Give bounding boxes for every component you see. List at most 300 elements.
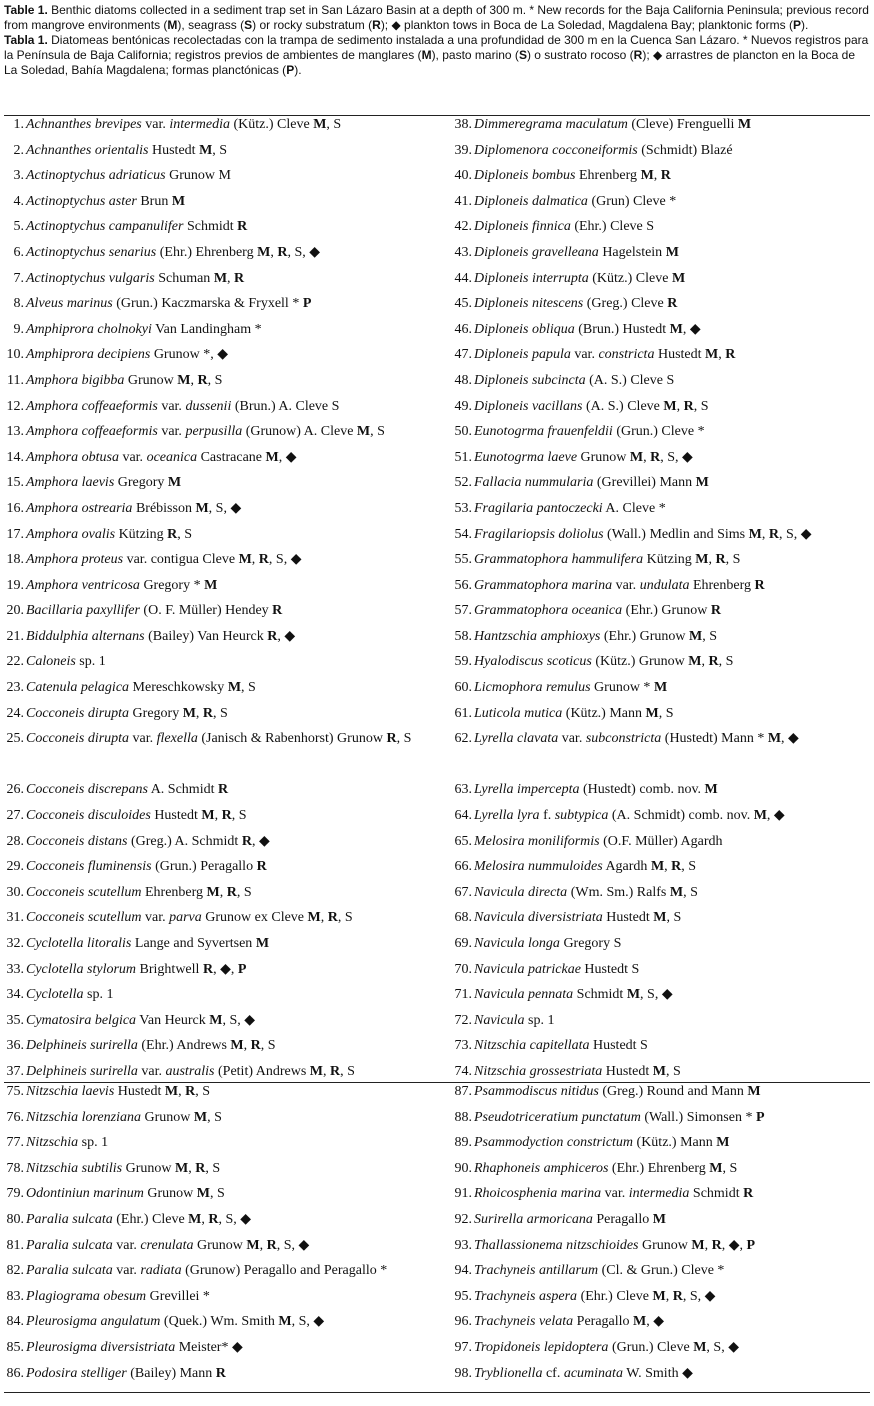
text-run: R [195,1160,206,1176]
text-run: Brightwell [136,961,203,977]
taxon-entry [26,296,311,311]
text-run: Rhoicosphenia marina [474,1186,602,1202]
text-run: Bacillaria paxyllifer [26,603,140,619]
table-row [452,679,870,705]
text-run: M [204,577,218,593]
text-run: ); ◆ arrastres de plancton en la Boca de La Soledad, Bahía Magdalena; formas planctónicas ( [4,48,856,77]
row-number: 44. [454,270,472,286]
text-run: Thallassionema nitzschioides [474,1237,639,1253]
text-run: Grunow [193,1237,247,1253]
text-run: R [167,526,178,542]
text-run: constricta [598,347,655,363]
text-run: , S [177,526,193,542]
text-run: var. [601,1186,629,1202]
text-run: , S [195,1084,210,1099]
text-run: Grunow ex Cleve [201,910,308,926]
text-run: Mereschkowsky [129,680,228,696]
text-run: dussenii [185,398,232,414]
text-run: , [219,884,227,900]
text-run: Ehrenberg [689,577,755,593]
row-number: 17. [6,526,24,542]
table-row [4,218,434,244]
text-run: Diploneis subcincta [474,372,586,388]
text-run: Amphiprora cholnokyi [26,321,152,337]
text-run: R [327,910,338,926]
table-column-right [452,1083,870,1390]
text-run: , S [326,117,342,132]
text-run: R [715,552,726,568]
taxon-entry [26,424,385,439]
text-run: Psammodiscus nitidus [474,1084,599,1099]
text-run: ). [294,63,302,77]
taxon-entry [26,629,295,644]
taxon-entry [26,1340,243,1355]
row-number: 71. [454,987,472,1003]
text-run: , S [236,884,252,900]
table-row [452,295,870,321]
row-number: 45. [454,296,472,312]
text-run: , ◆ [251,833,270,849]
text-run: Schmidt [689,1186,744,1202]
text-run: R [708,654,719,670]
table-row [452,193,870,219]
text-run: , S, ◆ [291,1314,325,1330]
text-run: Eunotogrma laeve [474,449,578,465]
taxon-entry [26,987,114,1002]
text-run: , [259,1237,267,1253]
text-run: Actinoptychus vulgaris [26,270,155,286]
taxon-entry [26,1084,210,1099]
taxon-entry [474,706,674,721]
text-run: Nitzschia subtilis [26,1160,123,1176]
text-run: , S [209,1186,225,1202]
text-run: Schuman [154,270,214,286]
text-run: R [329,1063,341,1079]
text-run: , S [207,1109,222,1125]
text-run: (Ehr.) Cleve S [570,219,655,235]
text-run: M [669,884,684,900]
taxon-entry [26,603,282,618]
text-run: (Bailey) Mann [126,1365,216,1381]
text-run: Diploneis papula [474,347,571,363]
taxon-entry [26,1038,276,1053]
text-run: Psammodyction constrictum [474,1135,634,1151]
table-row [4,1134,434,1160]
table-row [452,961,870,987]
table-row [452,986,870,1012]
taxon-entry [26,1013,255,1028]
text-run: R [197,372,208,388]
text-run: var. [157,398,186,414]
row-number: 74. [454,1063,472,1079]
text-run: Cymatosira belgica [26,1012,137,1028]
text-run: M [199,142,213,158]
text-run: Nitzschia [26,1135,79,1151]
text-run: Pseudotriceratium punctatum [474,1109,641,1125]
row-number: 38. [454,117,472,132]
text-run: Trachyneis aspera [474,1288,578,1304]
text-run: Grammatophora hammulifera [474,552,644,568]
text-run: , S [718,654,734,670]
text-run: Fragilaria pantoczecki [474,500,603,516]
text-run: , [195,705,203,721]
text-run: Grunow [638,1237,692,1253]
table-row [4,142,434,168]
table-row [4,1262,434,1288]
row-number: 27. [6,808,24,824]
text-run: , S, ◆ [222,1012,256,1028]
table-row [4,884,434,910]
text-run: M [201,808,215,824]
taxon-entry [474,962,639,977]
text-run: M [704,782,718,798]
text-run: sp. 1 [78,1135,109,1151]
row-number: 4. [13,193,24,209]
row-number: 24. [6,705,24,721]
row-number: 76. [6,1109,24,1125]
text-run: Nitzschia laevis [26,1084,115,1099]
text-run: Diploneis vacillans [474,398,583,414]
table-bottom-rule [4,1392,870,1393]
row-number: 30. [6,884,24,900]
taxon-entry [474,450,693,465]
taxon-entry [474,296,677,311]
text-run: Gregory S [559,936,622,951]
text-run: M [691,1237,705,1253]
text-run: R [185,1084,196,1099]
table-row [4,1160,434,1186]
table-row [4,807,434,833]
text-run: M [265,449,279,465]
row-number: 93. [454,1237,472,1253]
row-number: 33. [6,961,24,977]
taxon-entry [26,1289,210,1304]
row-number: 15. [6,475,24,491]
text-run: M [695,475,709,491]
taxon-entry [474,782,718,797]
taxon-entry [26,219,247,234]
table-row [452,1237,870,1263]
text-run: Brun [136,193,172,209]
row-number: 34. [6,987,24,1003]
taxon-entry [474,1013,555,1028]
taxon-entry [474,1314,664,1329]
text-run: , [188,1160,196,1176]
text-run: M [177,372,191,388]
table-row [4,1313,434,1339]
text-run: Paralia sulcata [26,1263,113,1279]
row-number: 92. [454,1211,472,1227]
text-run: R [386,731,397,747]
taxon-entry [474,117,751,132]
text-run: Nitzschia grossestriata [474,1063,603,1079]
text-run: Trachyneis velata [474,1314,574,1330]
text-run: (Ehr.) Andrews [137,1038,231,1054]
text-run: , S [666,910,682,926]
text-run: R [237,219,248,235]
table-row [452,1288,870,1314]
taxon-entry [474,1263,724,1278]
text-run: R [650,449,661,465]
text-run: Actinoptychus campanulifer [26,219,184,235]
table-row [452,372,870,398]
text-run: M [669,321,683,337]
text-run: Actinoptychus aster [26,193,137,209]
text-run: M [182,705,196,721]
taxon-entry [26,168,231,183]
text-run: , S [658,705,674,721]
taxon-entry [474,194,676,209]
text-run: , S [205,1160,221,1176]
text-run: Grunow [122,1160,175,1176]
text-run: W. Smith ◆ [622,1365,693,1381]
text-run: Fallacia nummularia [474,475,594,491]
text-run: Navicula directa [474,884,568,900]
row-number: 28. [6,833,24,849]
row-number: 18. [6,552,24,568]
table-row [452,321,870,347]
text-run: acuminata [563,1365,623,1381]
text-run: , S [241,680,256,696]
text-run: , S [722,1160,738,1176]
text-run: var. [118,449,147,465]
row-number: 36. [6,1038,24,1054]
text-run: Amphiprora decipiens [26,347,151,363]
row-number: 49. [454,398,472,414]
text-run: , S, ◆ [268,552,302,568]
text-run: Paralia sulcata [26,1211,113,1227]
text-run: Grunow [141,1109,194,1125]
taxon-entry [26,373,222,388]
row-number: 23. [6,680,24,696]
table-row [452,551,870,577]
row-number: 77. [6,1135,24,1151]
taxon-entry [26,1366,226,1381]
taxon-entry [474,885,698,900]
text-run: S [244,18,253,32]
text-run: M [167,475,182,491]
text-run: Cocconeis scutellum [26,910,142,926]
text-run: , [665,1288,673,1304]
text-run: (Grun.) Peragallo [151,859,257,875]
table-row [4,551,434,577]
text-run: M [653,680,668,696]
text-run: (Kütz.) Grunow [591,654,689,670]
text-run: (A. Schmidt) comb. nov. [608,808,754,824]
text-run: Amphora ventricosa [26,577,140,593]
row-number: 47. [454,347,472,363]
text-run: var. [112,1237,141,1253]
text-run: Agardh [602,859,651,875]
text-run: Biddulphia alternans [26,628,145,644]
taxon-entry [474,987,673,1002]
text-run: M [307,910,321,926]
row-number: 88. [454,1109,472,1125]
text-run: Meister* ◆ [175,1339,243,1355]
text-run: , S [666,1063,681,1079]
text-run: (Kütz.) Mann [633,1135,717,1151]
text-run: Diploneis dalmatica [474,193,588,209]
row-number: 75. [6,1084,24,1099]
row-number: 7. [13,270,24,286]
text-run: ), pasto marino ( [431,48,519,62]
text-run: P [755,1109,765,1125]
row-number: 57. [454,603,472,619]
text-run: , [251,552,259,568]
text-run: , [653,168,661,184]
text-run: M [188,1211,202,1227]
text-run: , [201,1211,209,1227]
text-run: Hagelstein [598,244,666,260]
taxon-entry [26,936,269,951]
text-run: , [718,347,726,363]
taxon-entry [26,910,353,925]
text-run: Lange and Syvertsen [131,936,256,951]
text-run: M [629,449,644,465]
text-run: Delphineis surirella [26,1063,138,1079]
row-number: 73. [454,1038,472,1054]
text-run: Plagiograma obesum [26,1288,147,1304]
text-run: R [372,18,381,32]
table-part-2 [4,1083,870,1390]
text-run: M [633,1314,647,1330]
row-number: 53. [454,500,472,516]
table-row [452,858,870,884]
text-run: sp. 1 [524,1012,555,1028]
text-run: , ◆ [277,628,296,644]
text-run: M [238,552,252,568]
text-run: R [672,1288,683,1304]
text-run: Navicula longa [474,936,560,951]
taxon-entry [474,910,681,925]
table-row [452,1160,870,1186]
text-run: Cyclotella [26,987,84,1003]
text-run: Gregory * [139,577,205,593]
text-run: var. contigua Cleve [123,552,239,568]
text-run: Ehrenberg [575,168,641,184]
text-run: (O. F. Müller) Hendey [139,603,273,619]
text-run: , [178,1084,186,1099]
table-row [4,244,434,270]
text-run: var. [558,731,586,747]
taxon-entry [474,373,674,388]
text-run: M [671,270,686,286]
text-run: parva [169,910,202,926]
text-run: , [320,910,328,926]
taxon-entry [474,245,679,260]
table-row [452,167,870,193]
text-run: Hustedt [148,142,200,158]
text-run: , S [702,628,718,644]
text-run: , S, ◆ [706,1339,739,1355]
text-run: M [665,244,679,260]
taxon-entry [474,629,717,644]
text-run: (Ehr.) Grunow [600,628,690,644]
row-number: 82. [6,1263,24,1279]
text-run: M [421,48,432,62]
text-run: M [356,424,371,440]
text-run: var. [129,731,157,747]
table-row [4,1109,434,1135]
taxon-entry [474,1340,739,1355]
text-run: oceanica [146,449,198,465]
row-number: 35. [6,1012,24,1028]
text-run: Tryblionella [474,1365,543,1381]
table-row [452,884,870,910]
text-run: , S, ◆ [682,1288,716,1304]
text-run: Odontiniun marinum [26,1186,144,1202]
text-run: Eunotogrma frauenfeldii [474,424,613,440]
table-row [4,526,434,552]
text-run: var. [137,1063,166,1079]
text-run: Hustedt [602,910,654,926]
text-run: Amphora coffeaeformis [26,424,158,440]
text-run: M [645,705,659,721]
taxon-entry [474,936,621,951]
taxon-entry [26,859,267,874]
row-number: 86. [6,1365,24,1381]
text-run: , S [681,859,697,875]
text-run: , S [212,142,228,158]
text-run: M [767,731,782,747]
text-run: M [689,628,703,644]
text-run: Gregory [129,705,183,721]
text-run: Van Landingham * [151,321,262,337]
text-run: , ◆ [766,808,785,824]
text-run: Paralia sulcata [26,1237,113,1253]
table-row [452,781,870,807]
taxon-entry [474,1064,681,1079]
text-run: M [255,936,270,951]
text-run: Melosira moniliformis [474,833,600,849]
table-row [4,858,434,884]
table-row [452,116,870,142]
text-run: , [270,244,278,260]
taxon-entry [26,782,228,797]
text-run: Hustedt [654,347,706,363]
text-run: Benthic diatoms collected in a sediment trap set in San Lázaro Basin at a depth of 300 m. * New records for the Baja California Peninsula; previous record from mangrove environments ( [4,3,869,32]
text-run: R [754,577,765,593]
text-run: M [213,270,228,286]
text-run: Achnanthes brevipes [26,117,142,132]
text-run: sp. 1 [83,987,114,1003]
text-run: (Brun.) Hustedt [574,321,670,337]
text-run: , S, ◆ [276,1237,310,1253]
row-number: 78. [6,1160,24,1176]
taxon-entry [26,1314,324,1329]
row-number: 56. [454,577,472,593]
taxon-entry [26,347,228,362]
row-number: 96. [454,1314,472,1330]
text-run: Pleurosigma angulatum [26,1314,161,1330]
text-run: M [753,808,767,824]
text-run: australis [165,1063,215,1079]
row-number: 46. [454,321,472,337]
text-run: , S [370,424,385,440]
text-run: (A. S.) Cleve S [585,372,675,388]
text-run: Schmidt [573,987,627,1003]
taxon-entry [474,168,671,183]
table-row [452,833,870,859]
taxon-entry [26,1238,309,1253]
text-run: (Grun.) Kaczmarska & Fryxell * [112,296,303,312]
row-number: 41. [454,193,472,209]
table-row [452,935,870,961]
text-run: M [257,244,271,260]
text-run: M [663,398,677,414]
text-run: M [164,1084,179,1099]
text-run: , S [396,731,412,747]
